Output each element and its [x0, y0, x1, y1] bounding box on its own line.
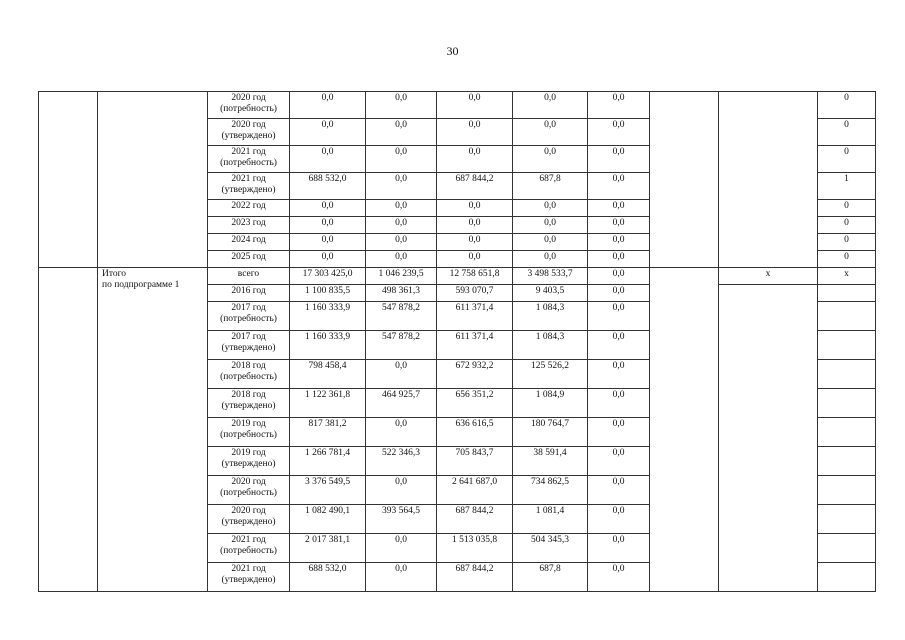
value-cell: 1 084,3	[513, 302, 588, 331]
blank-cell	[650, 92, 719, 268]
value-cell: 464 925,7	[366, 389, 437, 418]
value-cell: 504 345,3	[513, 534, 588, 563]
value-cell: 0,0	[588, 389, 650, 418]
period-cell: 2019 год (потребность)	[208, 418, 290, 447]
blank-cell	[719, 92, 818, 268]
period-cell: 2023 год	[208, 217, 290, 234]
subtotal-row	[39, 268, 876, 285]
value-cell: 687 844,2	[437, 563, 513, 592]
value-cell: 0,0	[366, 200, 437, 217]
indicator-cell: 0	[818, 217, 876, 234]
value-cell: 0,0	[366, 476, 437, 505]
subtotal-label	[98, 268, 208, 592]
period-cell: 2020 год (потребность)	[208, 476, 290, 505]
value-cell: 0,0	[588, 268, 650, 285]
value-cell: 0,0	[513, 217, 588, 234]
blank-cell	[818, 563, 876, 592]
x-mark-cell: x	[719, 268, 818, 285]
value-cell: 0,0	[513, 251, 588, 268]
value-cell: 0,0	[366, 146, 437, 173]
value-cell: 0,0	[366, 360, 437, 389]
value-cell: 0,0	[588, 285, 650, 302]
value-cell: 547 878,2	[366, 302, 437, 331]
blank-cell	[818, 360, 876, 389]
table-row	[39, 92, 876, 119]
value-cell: 687 844,2	[437, 173, 513, 200]
blank-cell	[818, 389, 876, 418]
total-cell: 3 376 549,5	[290, 476, 366, 505]
period-cell: 2017 год (утверждено)	[208, 331, 290, 360]
indicator-cell: 0	[818, 234, 876, 251]
period-cell: 2016 год	[208, 285, 290, 302]
period-cell: 2019 год (утверждено)	[208, 447, 290, 476]
value-cell: 1 084,9	[513, 389, 588, 418]
value-cell: 636 616,5	[437, 418, 513, 447]
blank-cell	[719, 285, 818, 592]
total-cell: 1 160 333,9	[290, 331, 366, 360]
value-cell: 0,0	[513, 234, 588, 251]
blank-cell	[818, 447, 876, 476]
total-cell: 798 458,4	[290, 360, 366, 389]
value-cell: 0,0	[588, 418, 650, 447]
value-cell: 0,0	[366, 217, 437, 234]
total-cell: 0,0	[290, 251, 366, 268]
total-cell: 1 082 490,1	[290, 505, 366, 534]
blank-cell	[39, 92, 98, 268]
value-cell: 0,0	[366, 251, 437, 268]
blank-cell	[39, 268, 98, 592]
total-cell: 688 532,0	[290, 173, 366, 200]
period-cell: 2020 год (утверждено)	[208, 505, 290, 534]
value-cell: 2 641 687,0	[437, 476, 513, 505]
blank-cell	[818, 505, 876, 534]
upper-section	[39, 92, 876, 268]
total-cell: 0,0	[290, 146, 366, 173]
value-cell: 3 498 533,7	[513, 268, 588, 285]
value-cell: 0,0	[588, 146, 650, 173]
value-cell: 0,0	[366, 563, 437, 592]
period-cell: 2018 год (утверждено)	[208, 389, 290, 418]
value-cell: 687,8	[513, 563, 588, 592]
total-cell: 817 381,2	[290, 418, 366, 447]
subtotal-label-line2: по подпрограмме 1	[102, 280, 180, 290]
value-cell: 0,0	[588, 119, 650, 146]
value-cell: 547 878,2	[366, 331, 437, 360]
value-cell: 0,0	[588, 251, 650, 268]
total-cell: 0,0	[290, 92, 366, 119]
total-cell: 0,0	[290, 234, 366, 251]
period-cell: 2021 год (утверждено)	[208, 563, 290, 592]
indicator-cell: 0	[818, 146, 876, 173]
total-cell: 0,0	[290, 119, 366, 146]
value-cell: 0,0	[588, 234, 650, 251]
period-cell: 2025 год	[208, 251, 290, 268]
value-cell: 38 591,4	[513, 447, 588, 476]
blank-cell	[650, 268, 719, 592]
blank-cell	[818, 534, 876, 563]
value-cell: 0,0	[513, 146, 588, 173]
value-cell: 0,0	[437, 234, 513, 251]
blank-cell	[818, 302, 876, 331]
period-cell: 2017 год (потребность)	[208, 302, 290, 331]
value-cell: 393 564,5	[366, 505, 437, 534]
value-cell: 0,0	[513, 200, 588, 217]
total-cell: 1 100 835,5	[290, 285, 366, 302]
blank-cell	[98, 92, 208, 268]
value-cell: 0,0	[366, 173, 437, 200]
period-cell: 2022 год	[208, 200, 290, 217]
period-cell: 2021 год (утверждено)	[208, 173, 290, 200]
value-cell: 180 764,7	[513, 418, 588, 447]
value-cell: 1 046 239,5	[366, 268, 437, 285]
value-cell: 1 513 035,8	[437, 534, 513, 563]
value-cell: 0,0	[588, 505, 650, 534]
subtotal-section	[39, 268, 876, 592]
value-cell: 0,0	[588, 92, 650, 119]
indicator-cell: 0	[818, 92, 876, 119]
value-cell: 522 346,3	[366, 447, 437, 476]
total-cell: 1 160 333,9	[290, 302, 366, 331]
value-cell: 0,0	[437, 92, 513, 119]
value-cell: 0,0	[513, 92, 588, 119]
indicator-cell: 0	[818, 200, 876, 217]
value-cell: 0,0	[588, 217, 650, 234]
blank-cell	[818, 285, 876, 302]
value-cell: 611 371,4	[437, 331, 513, 360]
total-cell: 2 017 381,1	[290, 534, 366, 563]
period-cell: 2020 год (утверждено)	[208, 119, 290, 146]
period-cell: 2021 год (потребность)	[208, 146, 290, 173]
blank-cell	[818, 331, 876, 360]
page-number: 30	[446, 44, 459, 58]
total-cell: 688 532,0	[290, 563, 366, 592]
value-cell: 125 526,2	[513, 360, 588, 389]
value-cell: 1 081,4	[513, 505, 588, 534]
value-cell: 687,8	[513, 173, 588, 200]
value-cell: 498 361,3	[366, 285, 437, 302]
value-cell: 0,0	[437, 251, 513, 268]
value-cell: 0,0	[366, 418, 437, 447]
value-cell: 0,0	[437, 146, 513, 173]
value-cell: 0,0	[513, 119, 588, 146]
x-mark-cell: x	[818, 268, 876, 285]
budget-table	[38, 91, 876, 592]
value-cell: 0,0	[437, 200, 513, 217]
indicator-cell: 0	[818, 119, 876, 146]
value-cell: 0,0	[366, 92, 437, 119]
period-cell: 2020 год (потребность)	[208, 92, 290, 119]
blank-cell	[818, 476, 876, 505]
value-cell: 0,0	[437, 217, 513, 234]
blank-cell	[818, 418, 876, 447]
value-cell: 0,0	[366, 534, 437, 563]
total-cell: 0,0	[290, 200, 366, 217]
value-cell: 611 371,4	[437, 302, 513, 331]
value-cell: 0,0	[588, 173, 650, 200]
value-cell: 656 351,2	[437, 389, 513, 418]
period-cell: 2021 год (потребность)	[208, 534, 290, 563]
value-cell: 0,0	[366, 119, 437, 146]
value-cell: 687 844,2	[437, 505, 513, 534]
value-cell: 734 862,5	[513, 476, 588, 505]
value-cell: 0,0	[588, 476, 650, 505]
value-cell: 0,0	[588, 360, 650, 389]
value-cell: 0,0	[437, 119, 513, 146]
value-cell: 0,0	[588, 331, 650, 360]
value-cell: 0,0	[366, 234, 437, 251]
value-cell: 705 843,7	[437, 447, 513, 476]
indicator-cell: 0	[818, 251, 876, 268]
value-cell: 0,0	[588, 534, 650, 563]
period-cell: 2018 год (потребность)	[208, 360, 290, 389]
value-cell: 12 758 651,8	[437, 268, 513, 285]
total-cell: 1 122 361,8	[290, 389, 366, 418]
indicator-cell: 1	[818, 173, 876, 200]
subtotal-label-line1: Итого	[102, 269, 127, 279]
value-cell: 0,0	[588, 563, 650, 592]
total-cell: 17 303 425,0	[290, 268, 366, 285]
value-cell: 672 932,2	[437, 360, 513, 389]
value-cell: 0,0	[588, 302, 650, 331]
value-cell: 9 403,5	[513, 285, 588, 302]
total-cell: 1 266 781,4	[290, 447, 366, 476]
total-cell: 0,0	[290, 217, 366, 234]
value-cell: 0,0	[588, 200, 650, 217]
period-cell: всего	[208, 268, 290, 285]
period-cell: 2024 год	[208, 234, 290, 251]
value-cell: 1 084,3	[513, 331, 588, 360]
value-cell: 593 070,7	[437, 285, 513, 302]
value-cell: 0,0	[588, 447, 650, 476]
